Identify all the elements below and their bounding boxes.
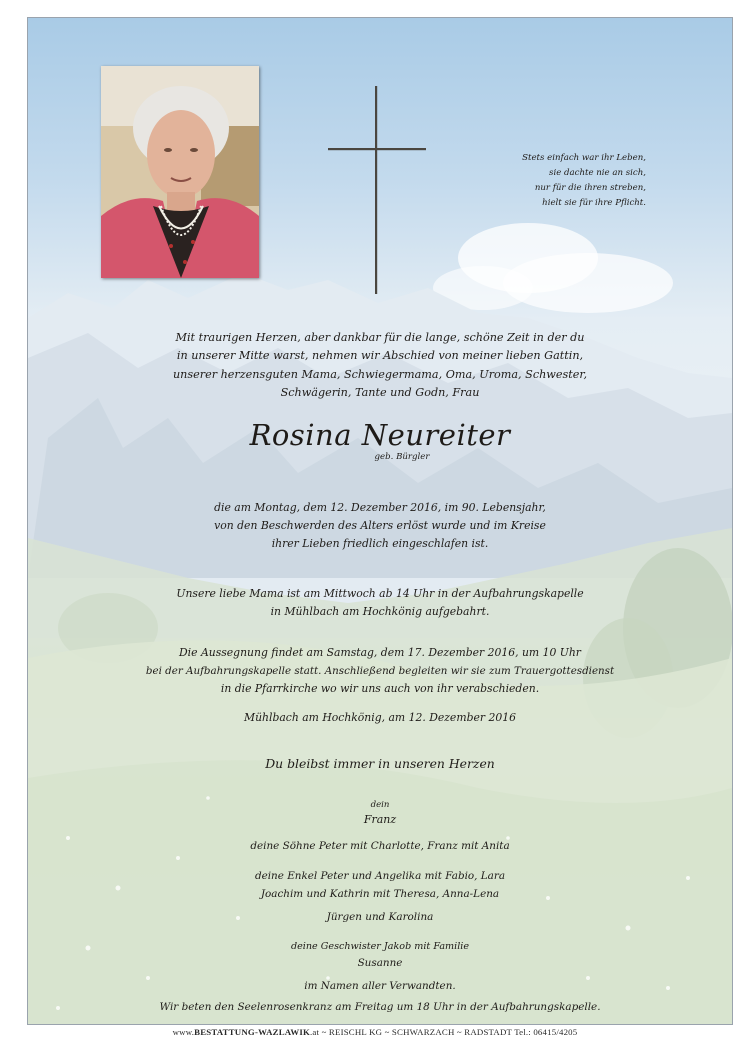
footer-contact: .at ~ REISCHL KG ~ SCHWARZACH ~ RADSTADT Tel.: 06415/4205 xyxy=(310,1027,578,1037)
relatives-line: im Namen aller Verwandten. xyxy=(304,980,456,992)
portrait-photo xyxy=(101,66,259,278)
laying-out-paragraph xyxy=(28,585,732,621)
verse-line: Stets einfach war ihr Leben, xyxy=(522,153,646,163)
husband-name: Franz xyxy=(363,813,397,826)
obituary-card xyxy=(27,17,733,1025)
intro-line: in unserer Mitte warst, nehmen wir Abschied von meiner lieben Gattin, xyxy=(176,349,584,363)
verse-line: nur für die ihren streben, xyxy=(534,183,646,193)
funeral-line: in die Pfarrkirche wo wir uns auch von ihr verabschieden. xyxy=(220,682,540,695)
place-date: Mühlbach am Hochkönig, am 12. Dezember 2016 xyxy=(244,711,516,724)
grandchildren-line: Jürgen und Karolina xyxy=(326,911,434,923)
death-line: von den Beschwerden des Alters erlöst wurde und im Kreise xyxy=(214,519,546,532)
rosary-notice: Wir beten den Seelenrosenkranz am Freitag um 18 Uhr in der Aufbahrungskapelle. xyxy=(159,1001,601,1013)
death-paragraph xyxy=(28,499,732,553)
funeral-home-footer xyxy=(0,1027,750,1037)
sons-line: deine Söhne Peter mit Charlotte, Franz mit Anita xyxy=(250,840,510,852)
intro-line: unserer herzensguten Mama, Schwiegermama, Oma, Uroma, Schwester, xyxy=(172,367,588,381)
husband-prefix: dein xyxy=(370,800,390,810)
verse-line: hielt sie für ihre Pflicht. xyxy=(542,198,646,208)
deceased-name: Rosina Neureiter xyxy=(249,418,511,452)
intro-line: Schwägerin, Tante und Godn, Frau xyxy=(280,385,480,399)
laying-out-line: Unsere liebe Mama ist am Mittwoch ab 14 Uhr in der Aufbahrungskapelle xyxy=(176,587,584,600)
siblings-line: deine Geschwister Jakob mit Familie xyxy=(290,941,470,952)
intro-line: Mit traurigen Herzen, aber dankbar für die lange, schöne Zeit in der du xyxy=(175,331,585,344)
siblings-line: Susanne xyxy=(357,957,403,969)
footer-brand: BESTATTUNG-WAZLAWIK xyxy=(194,1027,311,1037)
grandchildren-line: Joachim und Kathrin mit Theresa, Anna-Lena xyxy=(260,888,500,900)
motto: Du bleibst immer in unseren Herzen xyxy=(265,756,495,771)
funeral-line: Die Aussegnung findet am Samstag, dem 17. Dezember 2016, um 10 Uhr xyxy=(179,646,581,659)
death-line: ihrer Lieben friedlich eingeschlafen ist. xyxy=(271,537,489,550)
funeral-paragraph xyxy=(28,644,732,698)
funeral-line: bei der Aufbahrungskapelle statt. Anschließend begleiten wir sie zum Trauergottesdienst xyxy=(145,665,615,677)
laying-out-line: in Mühlbach am Hochkönig aufgebahrt. xyxy=(270,605,490,618)
maiden-name: geb. Bürgler xyxy=(374,452,430,462)
verse-line: sie dachte nie an sich, xyxy=(549,168,646,178)
footer-prefix: www. xyxy=(172,1027,195,1037)
death-line: die am Montag, dem 12. Dezember 2016, im 90. Lebensjahr, xyxy=(214,501,546,514)
cross-icon xyxy=(328,86,426,294)
memorial-verse xyxy=(476,151,646,211)
intro-paragraph xyxy=(28,329,732,402)
grandchildren-line: deine Enkel Peter und Angelika mit Fabio, Lara xyxy=(254,870,506,882)
